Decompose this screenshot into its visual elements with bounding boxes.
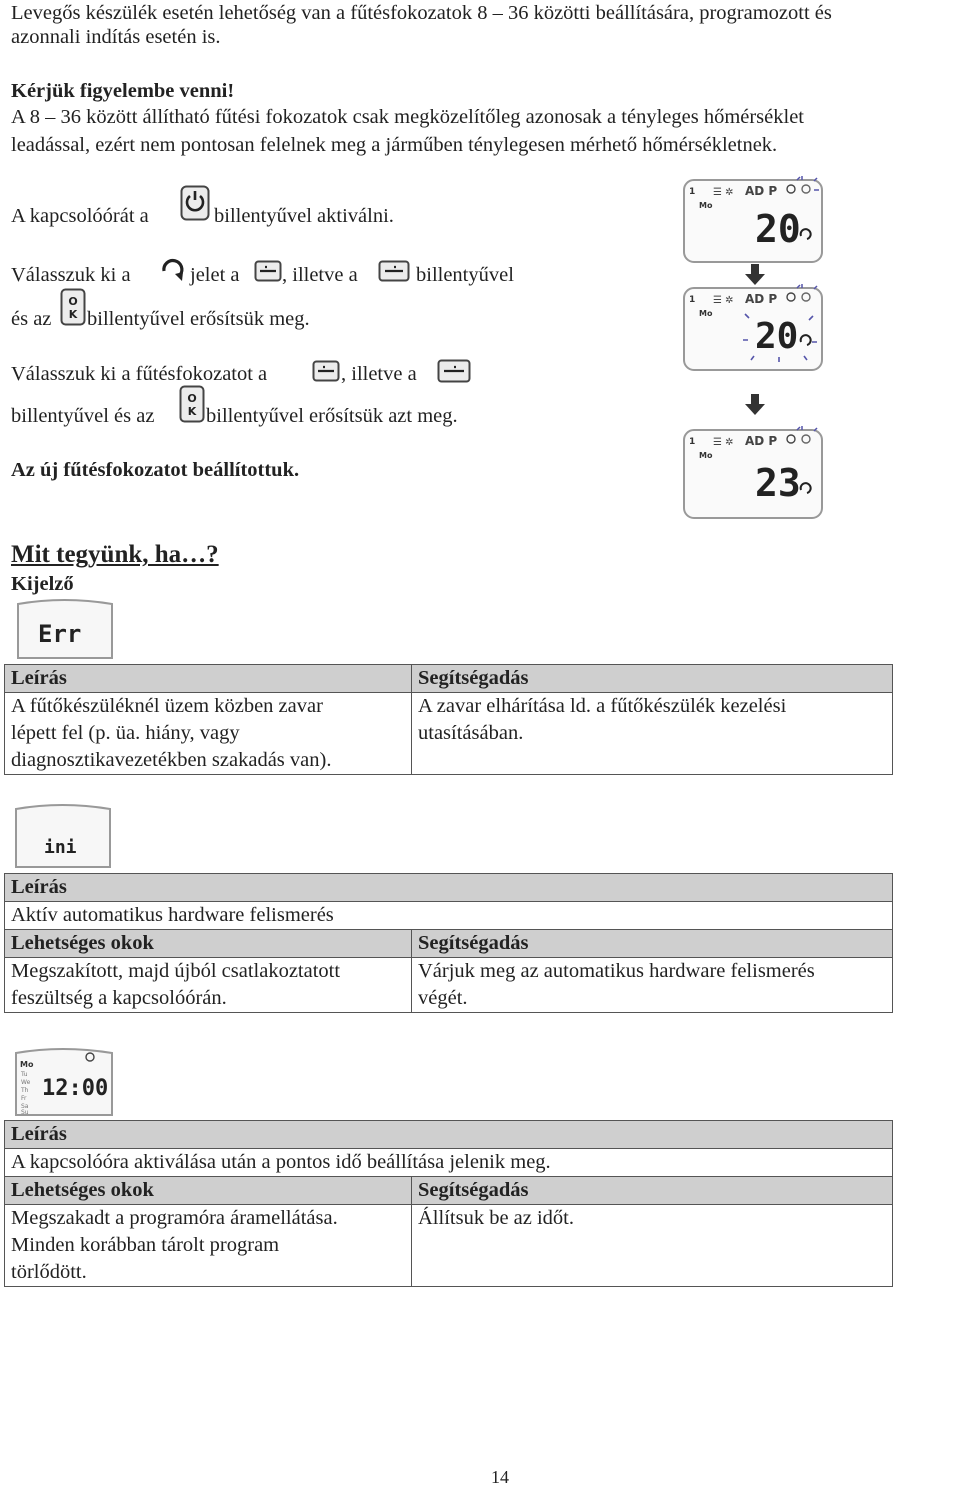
svg-text:1: 1 [689,437,696,447]
svg-text:Tu: Tu [21,1071,28,1078]
step2-text-d: billentyűvel [416,264,514,286]
lcd-value: 20 [755,207,801,251]
note-heading: Kérjük figyelembe venni! [11,80,235,102]
lcd-err-display [14,598,116,668]
heat-symbol-icon [158,255,186,289]
table-cell-causes: Megszakadt a programóra áramellátása. Minden korábban tárolt program törlődött. [5,1205,412,1287]
svg-text:Err: Err [38,620,82,648]
svg-text:ini: ini [44,837,77,858]
table-ini [4,873,893,1013]
power-key-icon [180,185,210,227]
svg-text:Mo: Mo [699,309,713,318]
step2-text-c: , illetve a [282,264,358,286]
svg-text:K: K [187,405,197,418]
table-header-leiras: Leírás [5,665,412,693]
step1-text-a: A kapcsolóórát a [11,205,149,227]
section-subheading: Kijelző [11,573,74,595]
svg-text:We: We [21,1079,31,1086]
table-clock [4,1120,893,1287]
svg-text:23: 23 [755,461,801,505]
step-done: Az új fűtésfokozatot beállítottuk. [11,459,300,481]
step1-text-b: billentyűvel aktiválni. [214,205,394,227]
minus-key-icon [254,260,282,288]
svg-text:Su: Su [21,1109,29,1116]
step2-text-f: billentyűvel erősítsük meg. [87,308,310,330]
lcd-display-2 [683,284,828,386]
svg-text:K: K [68,308,78,321]
svg-text:Mo: Mo [20,1060,34,1069]
step2-text-b: jelet a [190,264,240,286]
table-cell-desc: Aktív automatikus hardware felismerés [5,902,893,930]
ok-key-icon [179,385,205,429]
step3-text-c: billentyűvel és az [11,405,155,427]
down-arrow-icon [744,394,766,422]
ok-key-icon [60,288,86,332]
svg-text:Sa: Sa [21,1103,29,1110]
section-heading: Mit tegyünk, ha…? [11,541,219,568]
lcd-clock-display [12,1047,116,1125]
svg-text:Mo: Mo [699,201,713,210]
lcd-display-3 [683,426,828,528]
table-header-segitseg: Segítségadás [412,1177,893,1205]
svg-text:AD P: AD P [745,184,778,198]
step3-text-d: billentyűvel erősítsük azt meg. [206,405,458,427]
svg-text:☰ ✲: ☰ ✲ [713,295,734,306]
table-header-okok: Lehetséges okok [5,1177,412,1205]
table-cell-help: Várjuk meg az automatikus hardware felismerés végét. [412,958,893,1013]
svg-text:Mo: Mo [699,451,713,460]
table-header-segitseg: Segítségadás [412,930,893,958]
svg-text:AD P: AD P [745,434,778,448]
table-cell-desc: A kapcsolóóra aktiválása után a pontos idő beállítása jelenik meg. [5,1149,893,1177]
svg-text:20: 20 [755,316,799,357]
table-header-leiras: Leírás [5,874,893,902]
intro-line-1: Levegős készülék esetén lehetőség van a fűtésfokozatok 8 – 36 közötti beállítására, programozott és [11,2,832,24]
table-header-okok: Lehetséges okok [5,930,412,958]
svg-text:Fr: Fr [21,1095,27,1102]
note-line-1: A 8 – 36 között állítható fűtési fokozatok csak megközelítőleg azonosak a tényleges hőmérséklet [11,106,805,128]
table-err [4,664,893,775]
minus-key-icon [312,360,340,388]
svg-text:☰ ✲: ☰ ✲ [713,187,734,198]
lcd-number: 1 [689,187,696,197]
table-cell-desc: A fűtőkészüléknél üzem közben zavar lépett fel (p. üa. hiány, vagy diagnosztikavezetékben szakadás van). [5,693,412,775]
note-line-2: leadással, ezért nem pontosan felelnek meg a járműben ténylegesen mérhető hőmérsékletnek. [11,134,778,156]
plus-key-icon [378,260,410,288]
table-cell-causes: Megszakított, majd újból csatlakoztatott feszültség a kapcsolóórán. [5,958,412,1013]
svg-text:1: 1 [689,295,696,305]
svg-text:O: O [68,295,78,308]
step2-text-a: Válasszuk ki a [11,264,131,286]
step3-text-a: Válasszuk ki a fűtésfokozatot a [11,363,268,385]
svg-text:☰ ✲: ☰ ✲ [713,437,734,448]
step2-text-e: és az [11,308,52,330]
svg-text:AD P: AD P [745,292,778,306]
svg-text:O: O [187,392,197,405]
lcd-ini-display [12,803,114,877]
lcd-display-1 [683,176,828,272]
table-cell-help: A zavar elhárítása ld. a fűtőkészülék kezelési utasításában. [412,693,893,775]
svg-text:Th: Th [21,1087,29,1094]
svg-text:12:00: 12:00 [42,1076,109,1101]
table-header-segitseg: Segítségadás [412,665,893,693]
plus-key-icon [437,359,471,389]
step3-text-b: , illetve a [341,363,417,385]
page-number: 14 [491,1467,509,1487]
intro-line-2: azonnali indítás esetén is. [11,26,221,48]
table-cell-help: Állítsuk be az időt. [412,1205,893,1287]
table-header-leiras: Leírás [5,1121,893,1149]
